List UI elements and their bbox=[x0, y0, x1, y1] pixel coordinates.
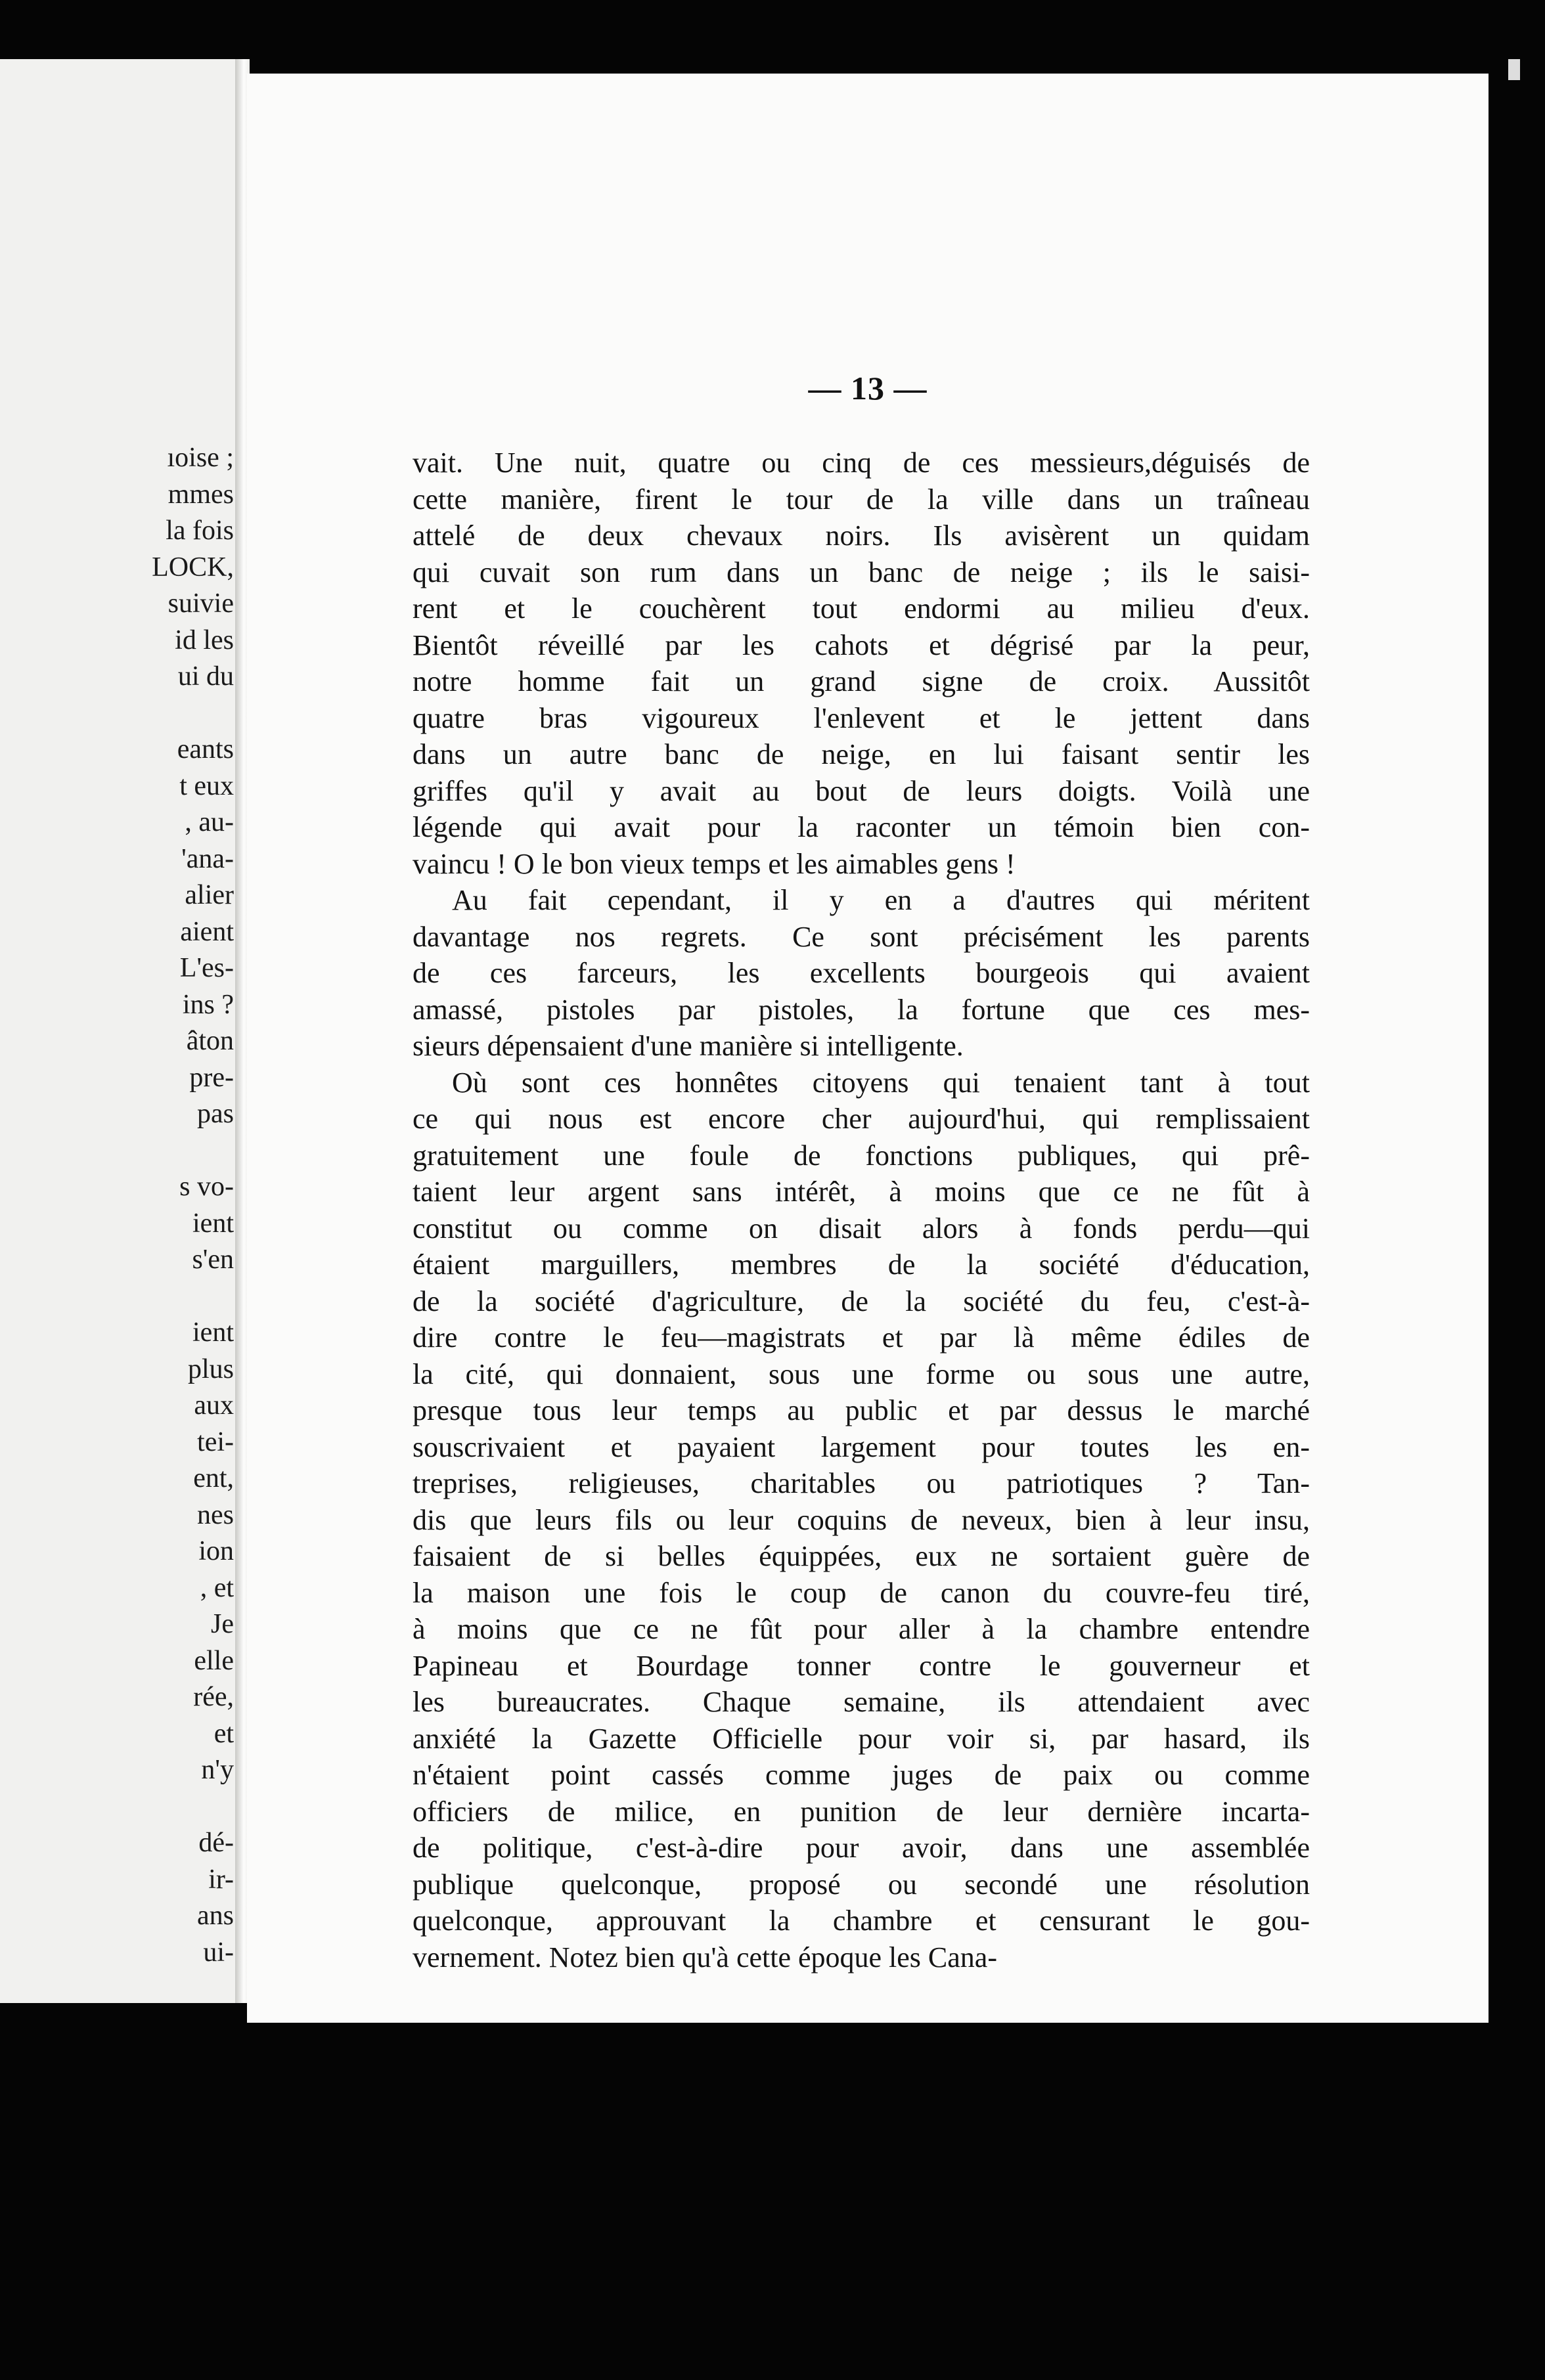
text-line: dis que leurs fils ou leur coquins de neveux, bien à leur insu, bbox=[413, 1503, 1310, 1536]
left-fragment-line: ent, bbox=[193, 1463, 234, 1493]
left-fragment-line: n'y bbox=[201, 1755, 234, 1785]
left-fragment-line: t eux bbox=[179, 770, 234, 801]
text-line: dire contre le feu—magistrats et par là même édiles de bbox=[413, 1321, 1310, 1354]
text-line: rent et le couchèrent tout endormi au milieu d'eux. bbox=[413, 592, 1310, 625]
text-line: officiers de milice, en punition de leur dernière incarta- bbox=[413, 1795, 1310, 1828]
left-fragment-line: s vo- bbox=[179, 1172, 234, 1202]
left-fragment-line: L'es- bbox=[179, 953, 234, 983]
text-line: vernement. Notez bien qu'à cette époque les Cana- bbox=[413, 1941, 997, 1973]
text-line: Bientôt réveillé par les cahots et dégrisé par la peur, bbox=[413, 628, 1310, 661]
left-fragment-line: ins ? bbox=[182, 989, 234, 1020]
text-line: Papineau et Bourdage tonner contre le gouverneur et bbox=[413, 1649, 1310, 1682]
text-line: constitut ou comme on disait alors à fonds perdu—qui bbox=[413, 1212, 1310, 1245]
text-line: de politique, c'est-à-dire pour avoir, dans une assemblée bbox=[413, 1832, 1310, 1864]
text-line: légende qui avait pour la raconter un témoin bien con- bbox=[413, 811, 1310, 843]
left-fragment-line: ui- bbox=[203, 1937, 234, 1968]
left-fragment-line: ans bbox=[197, 1901, 234, 1931]
text-line: amassé, pistoles par pistoles, la fortune que ces mes- bbox=[413, 993, 1310, 1026]
left-fragment-line: Je bbox=[211, 1609, 234, 1639]
text-line: de ces farceurs, les excellents bourgeois qui avaient bbox=[413, 957, 1310, 989]
text-line: étaient marguillers, membres de la société d'éducation, bbox=[413, 1248, 1310, 1281]
left-fragment-line: ient bbox=[192, 1317, 234, 1348]
text-line: souscrivaient et payaient largement pour toutes les en- bbox=[413, 1430, 1310, 1463]
text-line: davantage nos regrets. Ce sont précisément les parents bbox=[413, 920, 1310, 953]
text-line: presque tous leur temps au public et par dessus le marché bbox=[413, 1394, 1310, 1426]
left-fragment-line: nes bbox=[197, 1499, 234, 1530]
text-line: attelé de deux chevaux noirs. Ils avisèrent un quidam bbox=[413, 519, 1310, 552]
text-line: Au fait cependant, il y en a d'autres qui méritent bbox=[452, 884, 1310, 916]
text-line: vaincu ! O le bon vieux temps et les aimables gens ! bbox=[413, 847, 1016, 880]
text-line: gratuitement une foule de fonctions publiques, qui prê- bbox=[413, 1139, 1310, 1172]
left-fragment-line: dé- bbox=[198, 1828, 234, 1858]
left-fragment-line: ion bbox=[198, 1536, 234, 1566]
text-line: faisaient de si belles équippées, eux ne sortaient guère de bbox=[413, 1540, 1310, 1572]
left-fragment-line: la fois bbox=[166, 516, 234, 546]
left-fragment-line: ir- bbox=[208, 1864, 234, 1895]
text-line: qui cuvait son rum dans un banc de neige ; ils le saisi- bbox=[413, 556, 1310, 588]
left-fragment-line: LOCK, bbox=[152, 552, 234, 583]
left-fragment-line: âton bbox=[186, 1026, 234, 1056]
text-line: quelconque, approuvant la chambre et censurant le gou- bbox=[413, 1905, 1310, 1937]
left-fragment-line: , au- bbox=[185, 807, 234, 837]
left-fragment-line: s'en bbox=[192, 1245, 234, 1275]
text-line: sieurs dépensaient d'une manière si intelligente. bbox=[413, 1030, 964, 1062]
left-fragment-line: 'ana- bbox=[181, 843, 234, 874]
text-line: la maison une fois le coup de canon du couvre-feu tiré, bbox=[413, 1576, 1310, 1609]
text-line: la cité, qui donnaient, sous une forme ou sous une autre, bbox=[413, 1357, 1310, 1390]
text-line: de la société d'agriculture, de la société du feu, c'est-à- bbox=[413, 1285, 1310, 1317]
text-line: n'étaient point cassés comme juges de paix ou comme bbox=[413, 1759, 1310, 1791]
page-corner bbox=[1508, 59, 1520, 80]
left-fragment-line: ıoise ; bbox=[167, 443, 234, 473]
text-line: anxiété la Gazette Officielle pour voir si, par hasard, ils bbox=[413, 1722, 1310, 1755]
text-line: quatre bras vigoureux l'enlevent et le jettent dans bbox=[413, 701, 1310, 734]
left-fragment-line: , et bbox=[200, 1572, 234, 1603]
page-number: — 13 — bbox=[808, 370, 928, 407]
text-line: vait. Une nuit, quatre ou cinq de ces messieurs,déguisés de bbox=[413, 447, 1310, 479]
text-line: Où sont ces honnêtes citoyens qui tenaient tant à tout bbox=[452, 1066, 1310, 1099]
text-line: cette manière, firent le tour de la ville dans un traîneau bbox=[413, 483, 1310, 516]
left-fragment-line: et bbox=[213, 1718, 234, 1749]
left-fragment-line: pre- bbox=[189, 1062, 234, 1093]
text-line: les bureaucrates. Chaque semaine, ils attendaient avec bbox=[413, 1686, 1310, 1718]
text-line: publique quelconque, proposé ou secondé une résolution bbox=[413, 1868, 1310, 1901]
left-fragment-line: id les bbox=[175, 625, 234, 655]
body-text bbox=[413, 445, 1310, 1975]
left-page-edge bbox=[0, 59, 242, 2003]
left-fragment-line: aux bbox=[194, 1390, 234, 1421]
left-fragment-line: plus bbox=[187, 1354, 234, 1384]
left-fragment-line: eants bbox=[177, 734, 234, 764]
text-line: griffes qu'il y avait au bout de leurs doigts. Voilà une bbox=[413, 774, 1310, 807]
left-fragment-line: tei- bbox=[197, 1426, 234, 1457]
left-fragment-line: elle bbox=[194, 1645, 234, 1676]
left-fragment-line: alier bbox=[185, 880, 234, 910]
text-line: dans un autre banc de neige, en lui faisant sentir les bbox=[413, 738, 1310, 770]
text-line: notre homme fait un grand signe de croix. Aussitôt bbox=[413, 665, 1310, 697]
text-line: à moins que ce ne fût pour aller à la chambre entendre bbox=[413, 1613, 1310, 1645]
left-fragment-line: pas bbox=[197, 1099, 234, 1129]
text-line: treprises, religieuses, charitables ou patriotiques ? Tan- bbox=[413, 1467, 1310, 1499]
left-fragment-line: ient bbox=[192, 1208, 234, 1239]
left-fragment-line: ui du bbox=[177, 661, 234, 692]
text-line: taient leur argent sans intérêt, à moins que ce ne fût à bbox=[413, 1176, 1310, 1208]
text-line: ce qui nous est encore cher aujourd'hui, qui remplissaient bbox=[413, 1103, 1310, 1135]
left-fragment-line: mmes bbox=[168, 479, 234, 510]
left-fragment-line: suivie bbox=[168, 588, 234, 619]
left-fragment-line: aient bbox=[180, 916, 234, 947]
left-fragment-line: rée, bbox=[193, 1682, 234, 1712]
right-page bbox=[247, 74, 1489, 2023]
